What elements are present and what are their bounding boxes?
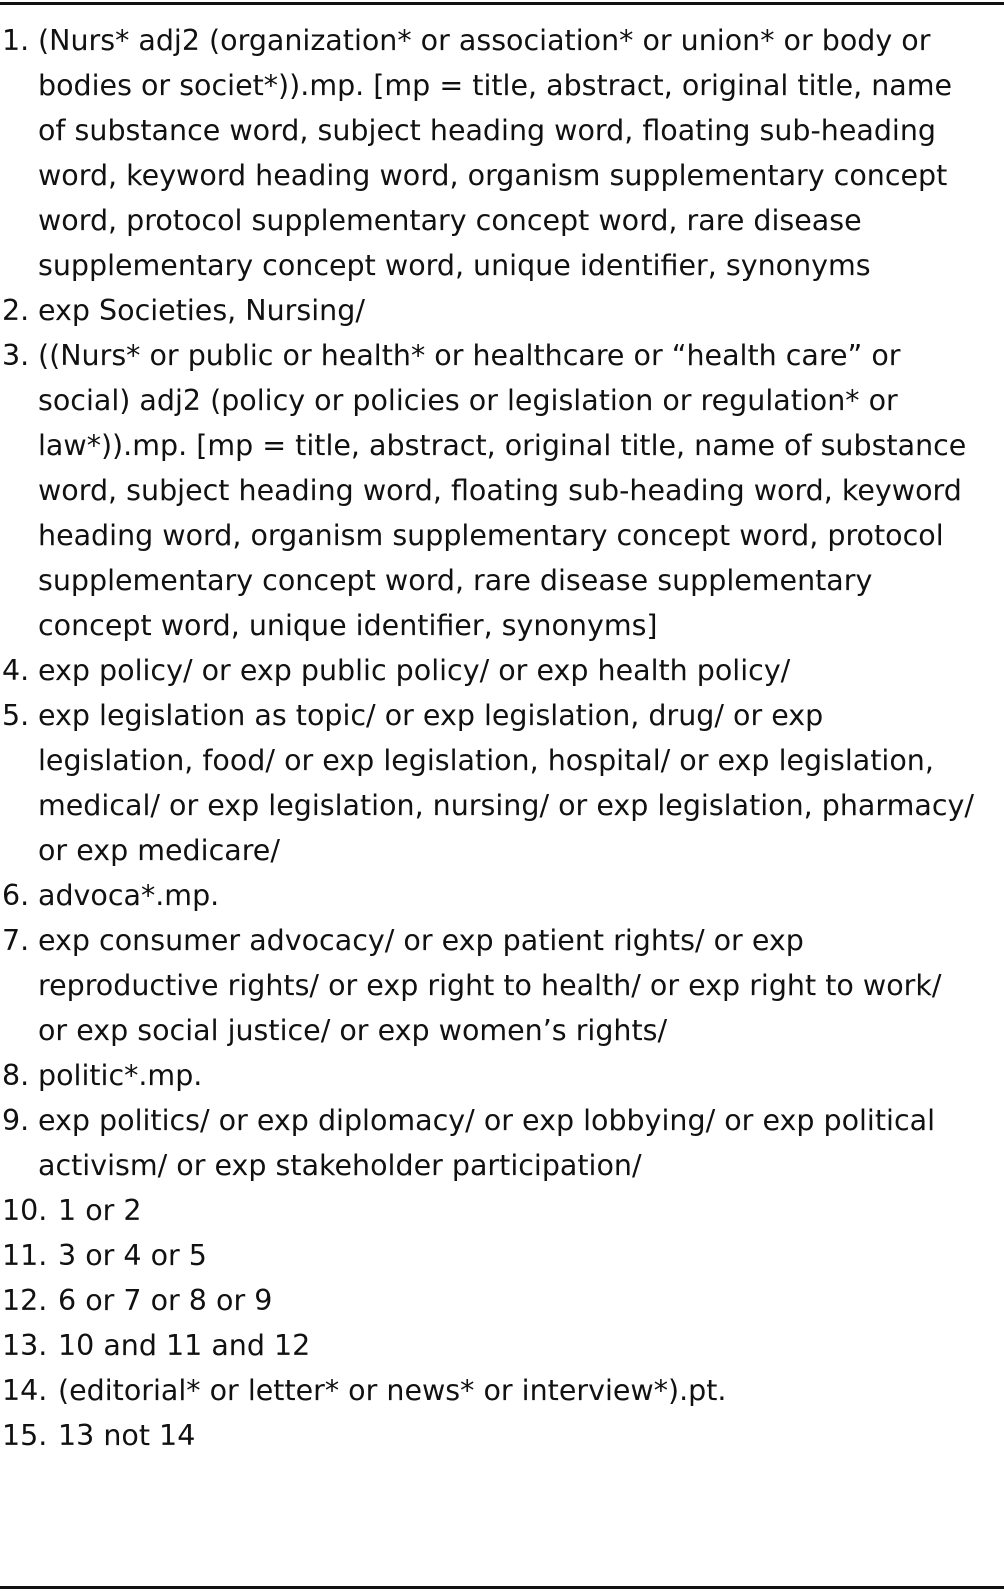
list-item <box>0 1368 1004 1413</box>
item-text: 6 or 7 or 8 or 9 <box>58 1284 273 1317</box>
item-text: exp politics/ or exp diplomacy/ or exp lobbying/ or exp political activism/ or exp stakeholder participation/ <box>38 1104 935 1182</box>
item-number: 9. <box>2 1104 30 1137</box>
item-text: advoca*.mp. <box>38 879 220 912</box>
bottom-rule <box>0 1586 1004 1589</box>
list-item <box>0 1278 1004 1323</box>
item-number: 12. <box>2 1284 48 1317</box>
item-number: 6. <box>2 879 30 912</box>
item-number: 15. <box>2 1419 48 1452</box>
list-item <box>0 288 1004 333</box>
list-item <box>0 333 1004 648</box>
item-text: 3 or 4 or 5 <box>58 1239 207 1272</box>
list-item <box>0 918 1004 1053</box>
list-item <box>0 1188 1004 1233</box>
item-number: 11. <box>2 1239 48 1272</box>
item-number: 14. <box>2 1374 48 1407</box>
item-text: (editorial* or letter* or news* or interview*).pt. <box>58 1374 727 1407</box>
item-text: exp Societies, Nursing/ <box>38 294 365 327</box>
list-item <box>0 1233 1004 1278</box>
item-number: 1. <box>2 24 30 57</box>
item-text: exp consumer advocacy/ or exp patient rights/ or exp reproductive rights/ or exp right to health/ or exp right to work/ or exp social justice/ or exp women’s rights/ <box>38 924 942 1047</box>
item-text: (Nurs* adj2 (organization* or association* or union* or body or bodies or societ*)).mp. [mp = title, abstract, original title, name of substance word, subject heading word, floating sub-heading word, keyword heading word, organism supplementary concept word, protocol supplementary concept word, rare disease supplementary concept word, unique identifier, synonyms <box>38 24 953 282</box>
list-item <box>0 1098 1004 1188</box>
item-number: 13. <box>2 1329 48 1362</box>
list-item <box>0 1413 1004 1458</box>
item-number: 7. <box>2 924 30 957</box>
item-text: politic*.mp. <box>38 1059 203 1092</box>
search-strategy-list <box>0 18 1004 1458</box>
list-item <box>0 1053 1004 1098</box>
list-item <box>0 1323 1004 1368</box>
item-number: 10. <box>2 1194 48 1227</box>
item-number: 2. <box>2 294 30 327</box>
item-number: 4. <box>2 654 30 687</box>
list-item <box>0 873 1004 918</box>
list-item <box>0 18 1004 288</box>
item-text: 10 and 11 and 12 <box>58 1329 311 1362</box>
item-number: 5. <box>2 699 30 732</box>
item-text: 13 not 14 <box>58 1419 196 1452</box>
item-text: ((Nurs* or public or health* or healthcare or “health care” or social) adj2 (policy or policies or legislation or regulation* or law*)).mp. [mp = title, abstract, original title, name of substance word, subject heading word, floating sub-heading word, keyword heading word, organism supplementary concept word, protocol supplementary concept word, rare disease supplementary concept word, unique identifier, synonyms] <box>38 339 967 642</box>
item-number: 8. <box>2 1059 30 1092</box>
list-item <box>0 693 1004 873</box>
top-rule <box>0 2 1004 5</box>
item-text: exp legislation as topic/ or exp legislation, drug/ or exp legislation, food/ or exp legislation, hospital/ or exp legislation, medical/ or exp legislation, nursing/ or exp legislation, pharmacy/ or exp medicare/ <box>38 699 974 867</box>
list-item <box>0 648 1004 693</box>
item-number: 3. <box>2 339 30 372</box>
item-text: exp policy/ or exp public policy/ or exp health policy/ <box>38 654 791 687</box>
item-text: 1 or 2 <box>58 1194 142 1227</box>
